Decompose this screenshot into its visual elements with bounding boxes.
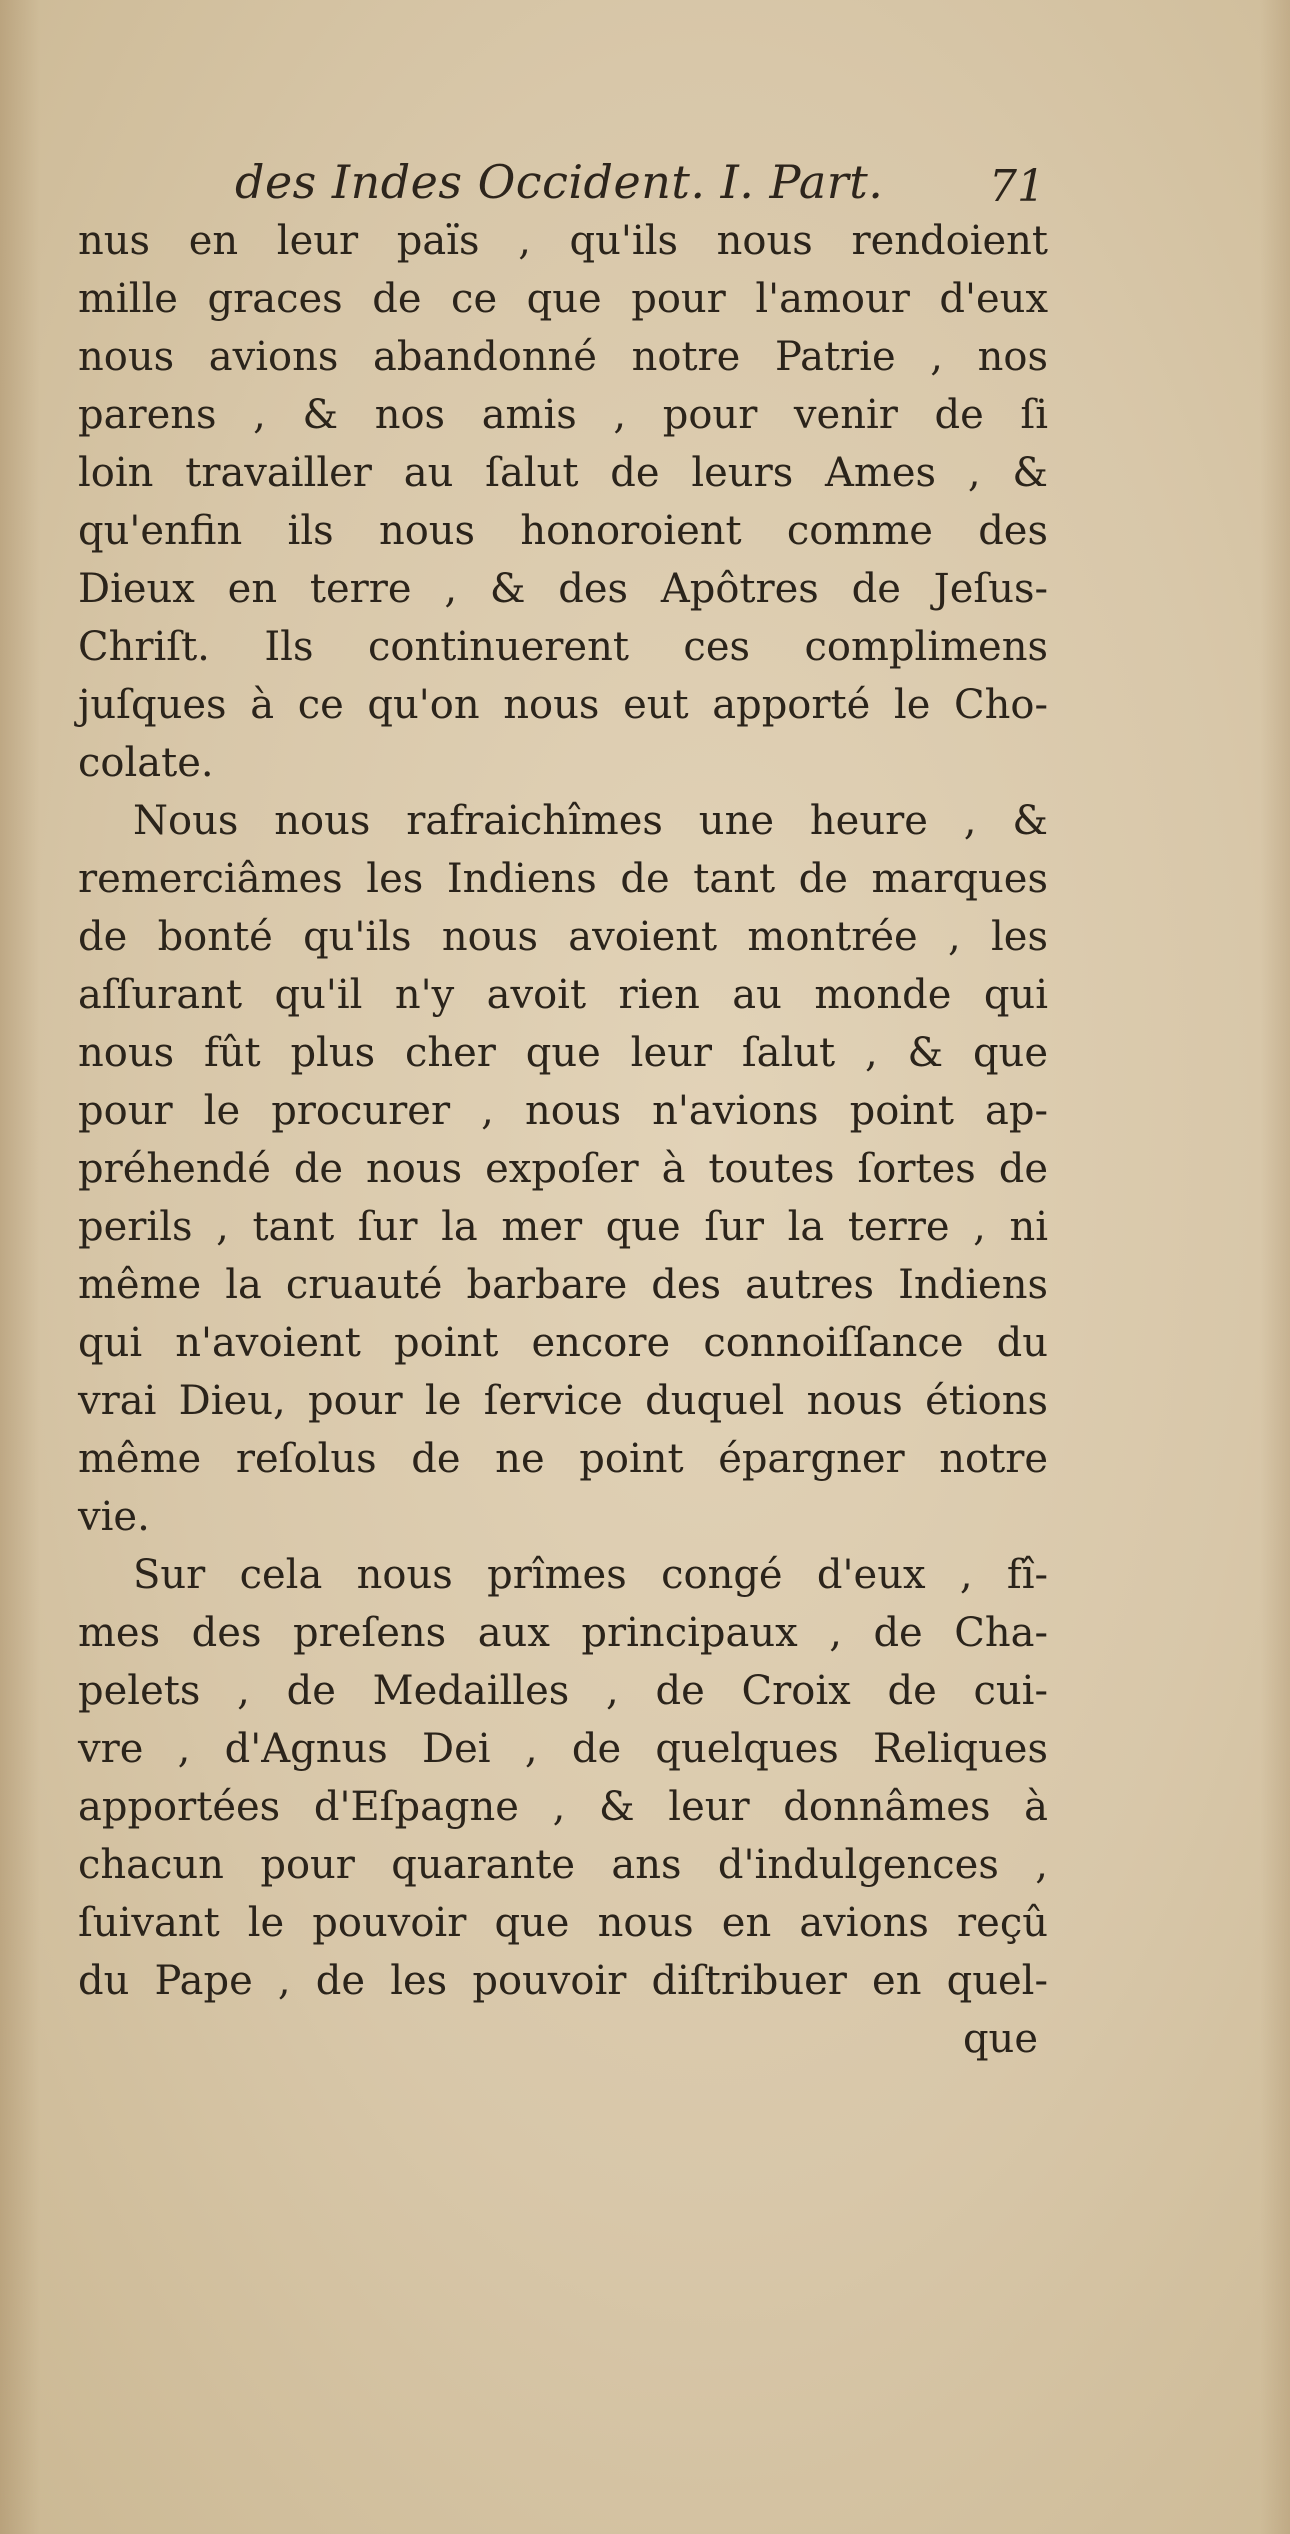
text-line: vre , d'Agnus Dei , de quelques Reliques — [78, 1726, 1048, 1772]
running-title: des Indes Occident. I. Part. — [235, 155, 884, 209]
text-line: parens , & nos amis , pour venir de ſi — [78, 392, 1048, 438]
body-text — [78, 212, 1048, 2068]
text-line: nous avions abandonné notre Patrie , nos — [78, 334, 1048, 380]
text-line: qui n'avoient point encore connoiſſance du — [78, 1320, 1048, 1366]
text-line: vie. — [78, 1494, 150, 1540]
text-line: même la cruauté barbare des autres Indiens — [78, 1262, 1048, 1308]
text-line: nous fût plus cher que leur ſalut , & que — [78, 1030, 1048, 1076]
text-line: loin travailler au ſalut de leurs Ames , & — [78, 450, 1048, 496]
text-line: remerciâmes les Indiens de tant de marques — [78, 856, 1048, 902]
text-line: apportées d'Eſpagne , & leur donnâmes à — [78, 1784, 1048, 1830]
text-line: chacun pour quarante ans d'indulgences , — [78, 1842, 1048, 1888]
text-line: vrai Dieu, pour le ſervice duquel nous étions — [78, 1378, 1048, 1424]
text-line: aſſurant qu'il n'y avoit rien au monde qui — [78, 972, 1048, 1018]
text-line: pour le procurer , nous n'avions point ap- — [78, 1088, 1048, 1134]
text-line: colate. — [78, 740, 214, 786]
text-line: juſques à ce qu'on nous eut apporté le Cho- — [78, 682, 1048, 728]
text-line: Nous nous rafraichîmes une heure , & — [133, 798, 1048, 844]
catchword: que — [962, 2016, 1038, 2062]
page-number: 71 — [989, 161, 1045, 212]
text-line: pelets , de Medailles , de Croix de cui- — [78, 1668, 1048, 1714]
text-line: même reſolus de ne point épargner notre — [78, 1436, 1048, 1482]
text-line: Chriſt. Ils continuerent ces complimens — [78, 624, 1048, 670]
text-line: de bonté qu'ils nous avoient montrée , les — [78, 914, 1048, 960]
text-line: du Pape , de les pouvoir diſtribuer en quel- — [78, 1958, 1048, 2004]
text-line: qu'enfin ils nous honoroient comme des — [78, 508, 1048, 554]
text-line: Sur cela nous prîmes congé d'eux , fî- — [133, 1552, 1048, 1598]
text-line: nus en leur païs , qu'ils nous rendoient — [78, 218, 1048, 264]
text-line: Dieux en terre , & des Apôtres de Jeſus- — [78, 566, 1048, 612]
text-line: ſuivant le pouvoir que nous en avions reçû — [78, 1900, 1048, 1946]
text-line: préhendé de nous expoſer à toutes ſortes de — [78, 1146, 1048, 1192]
text-line: mes des preſens aux principaux , de Cha- — [78, 1610, 1048, 1656]
text-line: perils , tant ſur la mer que ſur la terre , ni — [78, 1204, 1048, 1250]
text-line: mille graces de ce que pour l'amour d'eux — [78, 276, 1048, 322]
